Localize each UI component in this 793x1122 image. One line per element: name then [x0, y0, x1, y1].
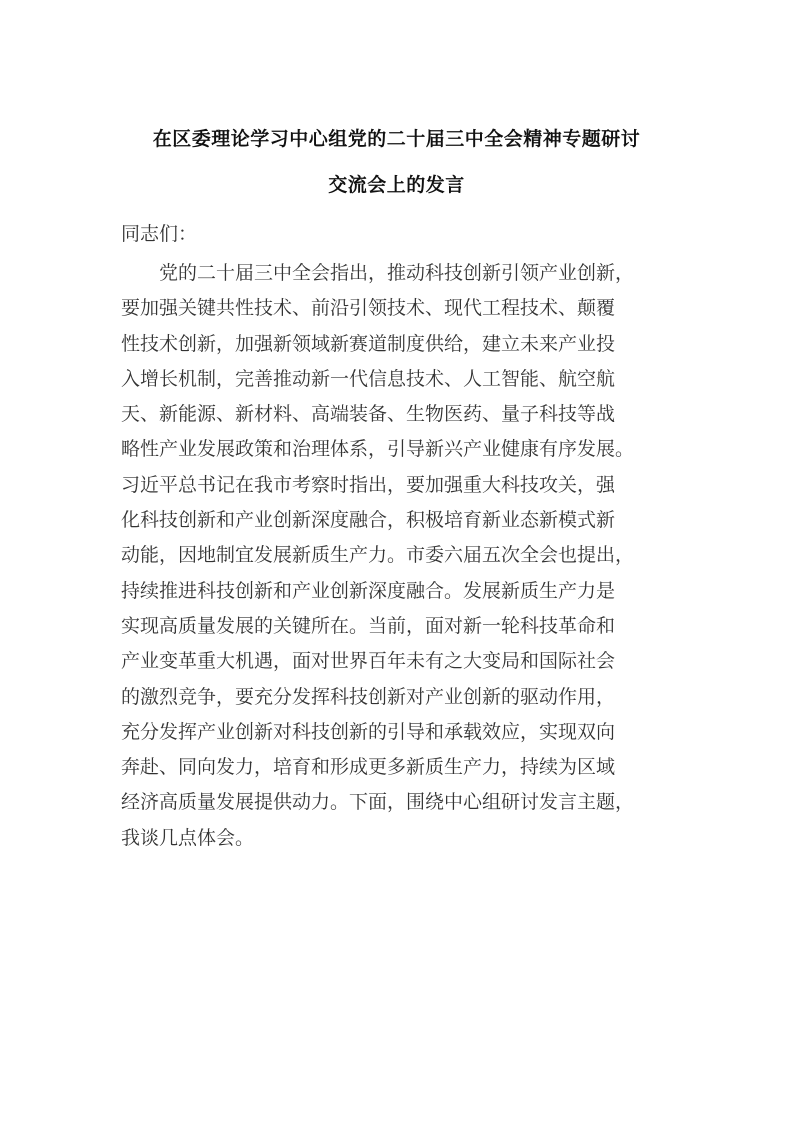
body-paragraph — [121, 256, 691, 856]
paragraph-line: 实现高质量发展的关键所在。当前，面对新一轮科技革命和 — [121, 614, 616, 637]
document-title-line-1: 在区委理论学习中心组党的二十届三中全会精神专题研讨 — [152, 128, 641, 150]
document-title-line-2: 交流会上的发言 — [328, 174, 465, 196]
paragraph-line: 奔赴、同向发力，培育和形成更多新质生产力，持续为区域 — [121, 756, 616, 779]
paragraph-line: 持续推进科技创新和产业创新深度融合。发展新质生产力是 — [121, 579, 616, 602]
paragraph-line: 略性产业发展政策和治理体系，引导新兴产业健康有序发展。 — [121, 438, 635, 461]
paragraph-line: 产业变革重大机遇，面对世界百年未有之大变局和国际社会 — [121, 650, 616, 673]
paragraph-line: 充分发挥产业创新对科技创新的引导和承载效应，实现双向 — [121, 720, 616, 743]
paragraph-line: 党的二十届三中全会指出，推动科技创新引领产业创新， — [159, 262, 635, 284]
paragraph-line: 要加强关键共性技术、前沿引领技术、现代工程技术、颠覆 — [121, 297, 616, 320]
paragraph-line: 我谈几点体会。 — [121, 826, 255, 849]
paragraph-line: 动能，因地制宜发展新质生产力。市委六届五次全会也提出， — [121, 544, 635, 567]
salutation: 同志们： — [121, 223, 198, 245]
paragraph-line: 化科技创新和产业创新深度融合，积极培育新业态新模式新 — [121, 509, 616, 532]
paragraph-line: 入增长机制，完善推动新一代信息技术、人工智能、航空航 — [121, 367, 616, 390]
paragraph-line: 天、新能源、新材料、高端装备、生物医药、量子科技等战 — [121, 403, 616, 426]
paragraph-line: 习近平总书记在我市考察时指出，要加强重大科技攻关，强 — [121, 473, 616, 496]
paragraph-line: 性技术创新，加强新领域新赛道制度供给，建立未来产业投 — [121, 332, 616, 355]
paragraph-line: 的激烈竞争，要充分发挥科技创新对产业创新的驱动作用， — [121, 685, 616, 708]
paragraph-line: 经济高质量发展提供动力。下面，围绕中心组研讨发言主题， — [121, 791, 635, 814]
